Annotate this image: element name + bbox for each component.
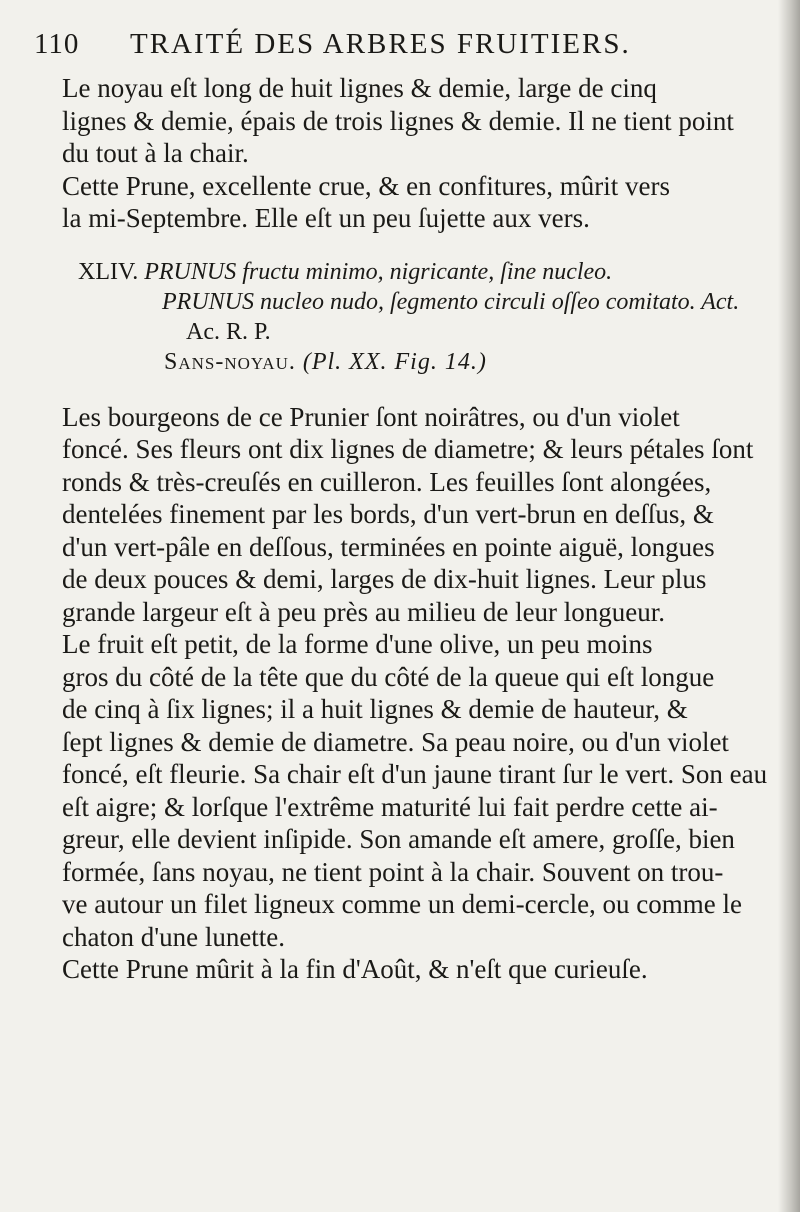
- text-line: la mi-Septembre. Elle eſt un peu ſujette aux vers.: [62, 203, 590, 233]
- page-gutter-shadow: [778, 0, 800, 1212]
- text-line: ve autour un filet ligneux comme un demi-cercle, ou comme le: [62, 889, 743, 919]
- paragraph-final: [62, 953, 742, 986]
- species-common-name-line: [62, 347, 742, 377]
- text-line: dentelées finement par les bords, d'un vert-brun en deſſus, &: [62, 499, 714, 529]
- paragraph-noyau: [62, 72, 742, 170]
- text-line: ſept lignes & demie de diametre. Sa peau noire, ou d'un violet: [62, 726, 729, 757]
- text-line: du tout à la chair.: [62, 138, 249, 168]
- common-name: Sans-noyau.: [164, 348, 296, 375]
- text-line: d'un vert-pâle en deſſous, terminées en pointe aiguë, longues: [62, 531, 715, 562]
- text-line: greur, elle devient inſipide. Son amande eſt amere, groſſe, bien: [62, 824, 735, 854]
- page-number: 110: [34, 28, 80, 60]
- plate-reference: (Pl. XX. Fig. 14.): [302, 348, 487, 375]
- text-line: grande largeur eſt à peu près au milieu de leur longueur.: [62, 596, 666, 627]
- text-line: Le fruit eſt petit, de la forme d'une olive, un peu moins: [62, 629, 653, 659]
- text-line: de cinq à ſix lignes; il a huit lignes & demie de hauteur, &: [62, 694, 688, 724]
- species-synonym: [62, 287, 742, 317]
- text-line: lignes & demie, épais de trois lignes & demie. Il ne tient point: [62, 105, 734, 136]
- text-line: Cette Prune, excellente crue, & en confitures, mûrit vers: [62, 170, 671, 201]
- species-diagnosis: fructu minimo, nigricante, ſine nucleo.: [242, 258, 613, 285]
- text-line: gros du côté de la tête que du côté de la queue qui eſt longue: [62, 661, 715, 692]
- species-entry: [62, 257, 742, 377]
- page-header: [34, 28, 774, 68]
- species-reference: Ac. R. P.: [186, 318, 271, 345]
- species-number: XLIV.: [78, 258, 139, 285]
- running-head: TRAITÉ DES ARBRES FRUITIERS.: [130, 28, 631, 60]
- species-heading: [62, 257, 742, 287]
- text-line: foncé. Ses fleurs ont dix lignes de diametre; & leurs pétales ſont: [62, 434, 754, 464]
- text-line: eſt aigre; & lorſque l'extrême maturité lui fait perdre cette ai-: [62, 791, 718, 822]
- paragraph-maturity: [62, 170, 742, 235]
- species-genus: PRUNUS: [144, 258, 237, 285]
- text-line: foncé, eſt fleurie. Sa chair eſt d'un jaune tirant ſur le vert. Son eau: [62, 759, 768, 789]
- paragraph-fruit: [62, 628, 768, 953]
- text-line: ronds & très-creuſés en cuilleron. Les feuilles ſont alongées,: [62, 466, 712, 497]
- synonym-diagnosis: nucleo nudo, ſegmento circuli oſſeo comitato. Act.: [260, 288, 740, 315]
- text-line: Les bourgeons de ce Prunier ſont noirâtres, ou d'un violet: [62, 401, 680, 432]
- text-line: formée, ſans noyau, ne tient point à la chair. Souvent on trou-: [62, 856, 724, 887]
- text-line: Cette Prune mûrit à la fin d'Août, & n'eſt que curieuſe.: [62, 954, 648, 984]
- page-body: [62, 72, 768, 986]
- text-line: chaton d'une lunette.: [62, 921, 286, 952]
- text-line: de deux pouces & demi, larges de dix-huit lignes. Leur plus: [62, 564, 707, 594]
- paragraph-bourgeons: [62, 401, 754, 629]
- text-line: Le noyau eſt long de huit lignes & demie, large de cinq: [62, 73, 657, 103]
- synonym-genus: PRUNUS: [162, 288, 254, 315]
